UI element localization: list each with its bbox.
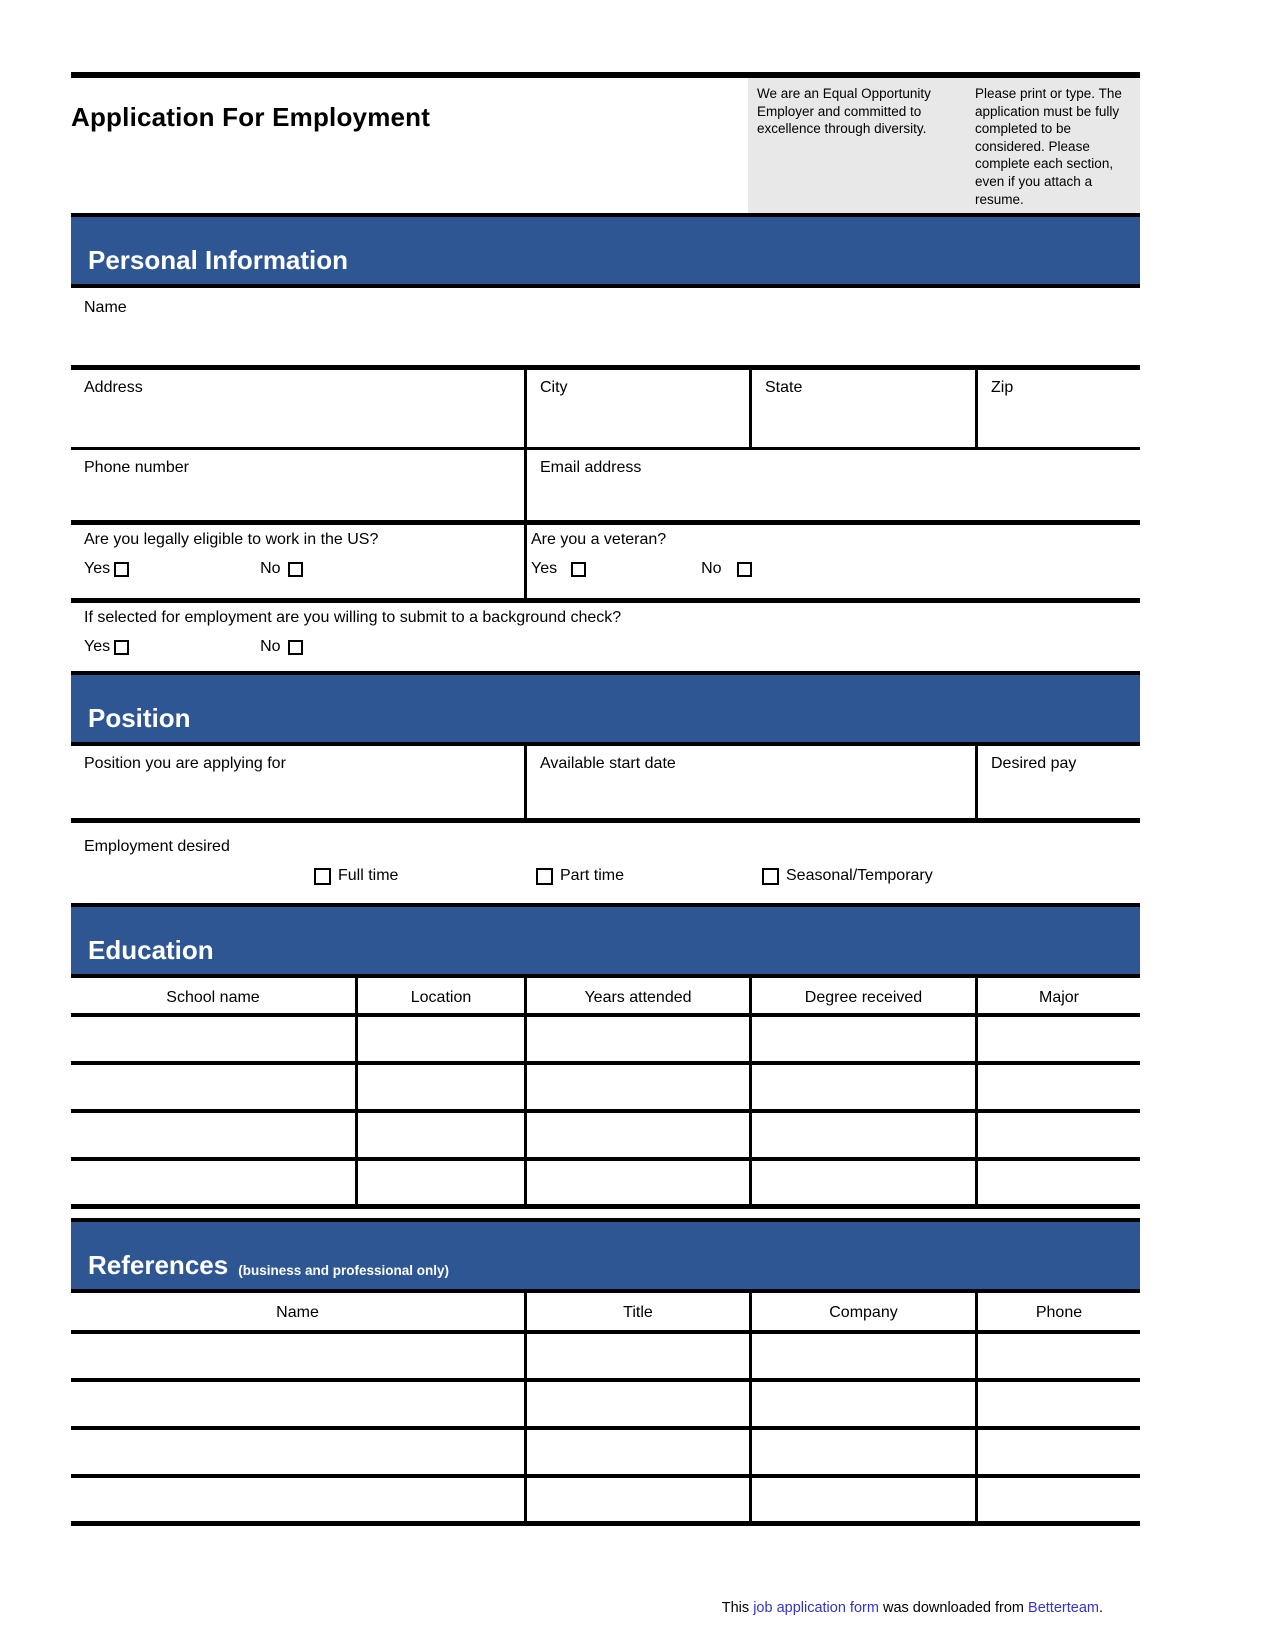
veteran-yes-checkbox[interactable] bbox=[571, 562, 586, 577]
education-table-row bbox=[71, 1113, 1140, 1161]
references-table-row bbox=[71, 1478, 1140, 1526]
personal-information-heading: Personal Information bbox=[71, 217, 1140, 288]
no-label: No bbox=[260, 638, 281, 655]
degree-received-cell[interactable] bbox=[752, 1161, 978, 1204]
years-attended-column-header: Years attended bbox=[527, 978, 752, 1013]
start-date-label: Available start date bbox=[540, 755, 676, 772]
position-fields-row bbox=[71, 746, 1140, 823]
eeo-notice: We are an Equal Opportunity Employer and committed to excellence through diversity. bbox=[757, 86, 931, 137]
state-label: State bbox=[765, 379, 803, 396]
work-eligibility-question-cell bbox=[71, 525, 527, 598]
ref-title-cell[interactable] bbox=[527, 1430, 752, 1474]
yes-label: Yes bbox=[84, 560, 111, 577]
full-time-option bbox=[314, 867, 398, 885]
veteran-question-cell bbox=[527, 525, 1140, 598]
ref-name-cell[interactable] bbox=[71, 1478, 527, 1521]
position-applying-field[interactable] bbox=[71, 746, 527, 818]
seasonal-option bbox=[762, 867, 933, 885]
phone-email-row bbox=[71, 447, 1140, 520]
ref-phone-cell[interactable] bbox=[978, 1382, 1140, 1426]
references-heading: References (business and professional only) bbox=[71, 1222, 1140, 1293]
desired-pay-label: Desired pay bbox=[991, 755, 1077, 772]
name-label: Name bbox=[84, 299, 127, 316]
background-no-checkbox[interactable] bbox=[288, 640, 303, 655]
work-eligibility-question: Are you legally eligible to work in the US? bbox=[84, 531, 379, 548]
degree-received-cell[interactable] bbox=[752, 1113, 978, 1157]
references-subheading: (business and professional only) bbox=[238, 1263, 449, 1278]
eligible-no-checkbox[interactable] bbox=[288, 562, 303, 577]
degree-received-cell[interactable] bbox=[752, 1065, 978, 1109]
desired-pay-field[interactable] bbox=[978, 746, 1140, 818]
school-name-cell[interactable] bbox=[71, 1065, 358, 1109]
footer-credit bbox=[722, 1600, 1103, 1616]
major-cell[interactable] bbox=[978, 1017, 1140, 1061]
city-label: City bbox=[540, 379, 568, 396]
school-name-cell[interactable] bbox=[71, 1161, 358, 1204]
section-education bbox=[71, 903, 1140, 978]
ref-title-cell[interactable] bbox=[527, 1334, 752, 1378]
address-label: Address bbox=[84, 379, 143, 396]
section-personal-information bbox=[71, 213, 1140, 288]
form-header bbox=[71, 78, 1140, 213]
full-time-checkbox[interactable] bbox=[314, 868, 331, 885]
ref-name-cell[interactable] bbox=[71, 1334, 527, 1378]
ref-phone-cell[interactable] bbox=[978, 1430, 1140, 1474]
work-eligibility-answers bbox=[84, 560, 524, 578]
ref-company-column-header: Company bbox=[752, 1293, 978, 1330]
location-cell[interactable] bbox=[358, 1161, 527, 1204]
eligibility-row bbox=[71, 520, 1140, 598]
position-applying-label: Position you are applying for bbox=[84, 755, 286, 772]
name-field[interactable] bbox=[71, 288, 1140, 365]
degree-received-column-header: Degree received bbox=[752, 978, 978, 1013]
footer-period: . bbox=[1098, 1600, 1103, 1616]
footer-text-pre: This bbox=[721, 1600, 754, 1616]
major-cell[interactable] bbox=[978, 1113, 1140, 1157]
email-label: Email address bbox=[540, 459, 642, 476]
ref-phone-cell[interactable] bbox=[978, 1478, 1140, 1521]
employment-desired-row bbox=[71, 823, 1140, 903]
education-table-row bbox=[71, 1065, 1140, 1113]
years-attended-cell[interactable] bbox=[527, 1161, 752, 1204]
major-column-header: Major bbox=[1038, 989, 1079, 1006]
school-name-cell[interactable] bbox=[71, 1017, 358, 1061]
part-time-option bbox=[536, 867, 624, 885]
major-cell[interactable] bbox=[978, 1161, 1140, 1204]
full-time-label: Full time bbox=[338, 867, 399, 884]
references-table-header bbox=[71, 1293, 1140, 1334]
position-heading: Position bbox=[71, 675, 1140, 746]
address-field[interactable] bbox=[71, 370, 527, 447]
location-cell[interactable] bbox=[358, 1017, 527, 1061]
veteran-answers bbox=[531, 560, 1140, 578]
ref-phone-column-header: Phone bbox=[1035, 1304, 1083, 1321]
city-field[interactable] bbox=[527, 370, 752, 447]
background-yes-checkbox[interactable] bbox=[114, 640, 129, 655]
school-name-cell[interactable] bbox=[71, 1113, 358, 1157]
ref-name-column-header: Name bbox=[71, 1293, 527, 1330]
years-attended-cell[interactable] bbox=[527, 1065, 752, 1109]
ref-company-cell[interactable] bbox=[752, 1478, 978, 1521]
start-date-field[interactable] bbox=[527, 746, 978, 818]
part-time-checkbox[interactable] bbox=[536, 868, 553, 885]
ref-company-cell[interactable] bbox=[752, 1430, 978, 1474]
veteran-question: Are you a veteran? bbox=[531, 531, 667, 548]
ref-name-cell[interactable] bbox=[71, 1382, 527, 1426]
notice-box bbox=[748, 78, 1140, 213]
no-label: No bbox=[260, 560, 281, 577]
footer-text-mid: was downloaded from bbox=[878, 1600, 1029, 1616]
ref-title-column-header: Title bbox=[527, 1293, 752, 1330]
education-table-row bbox=[71, 1161, 1140, 1209]
location-cell[interactable] bbox=[358, 1113, 527, 1157]
education-table-header bbox=[71, 978, 1140, 1017]
zip-label: Zip bbox=[991, 379, 1014, 396]
form-body bbox=[71, 0, 1140, 1650]
section-position bbox=[71, 671, 1140, 746]
location-column-header: Location bbox=[358, 978, 527, 1013]
school-name-column-header: School name bbox=[71, 978, 358, 1013]
address-row bbox=[71, 365, 1140, 447]
no-label: No bbox=[701, 560, 722, 577]
ref-title-cell[interactable] bbox=[527, 1382, 752, 1426]
location-cell[interactable] bbox=[358, 1065, 527, 1109]
references-table-row bbox=[71, 1382, 1140, 1430]
veteran-no-checkbox[interactable] bbox=[737, 562, 752, 577]
education-table-body bbox=[71, 1017, 1140, 1209]
yes-label: Yes bbox=[531, 560, 558, 577]
email-field[interactable] bbox=[527, 450, 1140, 520]
major-cell[interactable] bbox=[978, 1065, 1140, 1109]
seasonal-label: Seasonal/Temporary bbox=[786, 867, 933, 884]
yes-label: Yes bbox=[84, 638, 111, 655]
years-attended-cell[interactable] bbox=[527, 1017, 752, 1061]
ref-phone-cell[interactable] bbox=[978, 1334, 1140, 1378]
background-check-row bbox=[71, 598, 1140, 671]
page-title: Application For Employment bbox=[71, 102, 431, 132]
eligible-yes-checkbox[interactable] bbox=[114, 562, 129, 577]
degree-received-cell[interactable] bbox=[752, 1017, 978, 1061]
references-table-row bbox=[71, 1334, 1140, 1382]
years-attended-cell[interactable] bbox=[527, 1113, 752, 1157]
job-application-form-link[interactable]: job application form bbox=[753, 1600, 879, 1616]
section-references bbox=[71, 1218, 1140, 1293]
zip-field[interactable] bbox=[978, 370, 1140, 447]
references-table-row bbox=[71, 1430, 1140, 1478]
betterteam-link[interactable]: Betterteam bbox=[1028, 1600, 1099, 1616]
state-field[interactable] bbox=[752, 370, 978, 447]
seasonal-checkbox[interactable] bbox=[762, 868, 779, 885]
education-heading: Education bbox=[71, 907, 1140, 978]
print-instructions-notice: Please print or type. The application must be fully completed to be considered. Please complete each section, even if you attach a resume. bbox=[975, 86, 1122, 207]
background-check-answers bbox=[84, 638, 1140, 656]
phone-field[interactable] bbox=[71, 450, 527, 520]
ref-title-cell[interactable] bbox=[527, 1478, 752, 1521]
part-time-label: Part time bbox=[560, 867, 625, 884]
phone-label: Phone number bbox=[84, 459, 189, 476]
background-check-question: If selected for employment are you willing to submit to a background check? bbox=[84, 609, 622, 626]
employment-desired-label: Employment desired bbox=[84, 838, 230, 855]
ref-company-cell[interactable] bbox=[752, 1334, 978, 1378]
references-table-body bbox=[71, 1334, 1140, 1526]
education-table-row bbox=[71, 1017, 1140, 1065]
ref-company-cell[interactable] bbox=[752, 1382, 978, 1426]
ref-name-cell[interactable] bbox=[71, 1430, 527, 1474]
